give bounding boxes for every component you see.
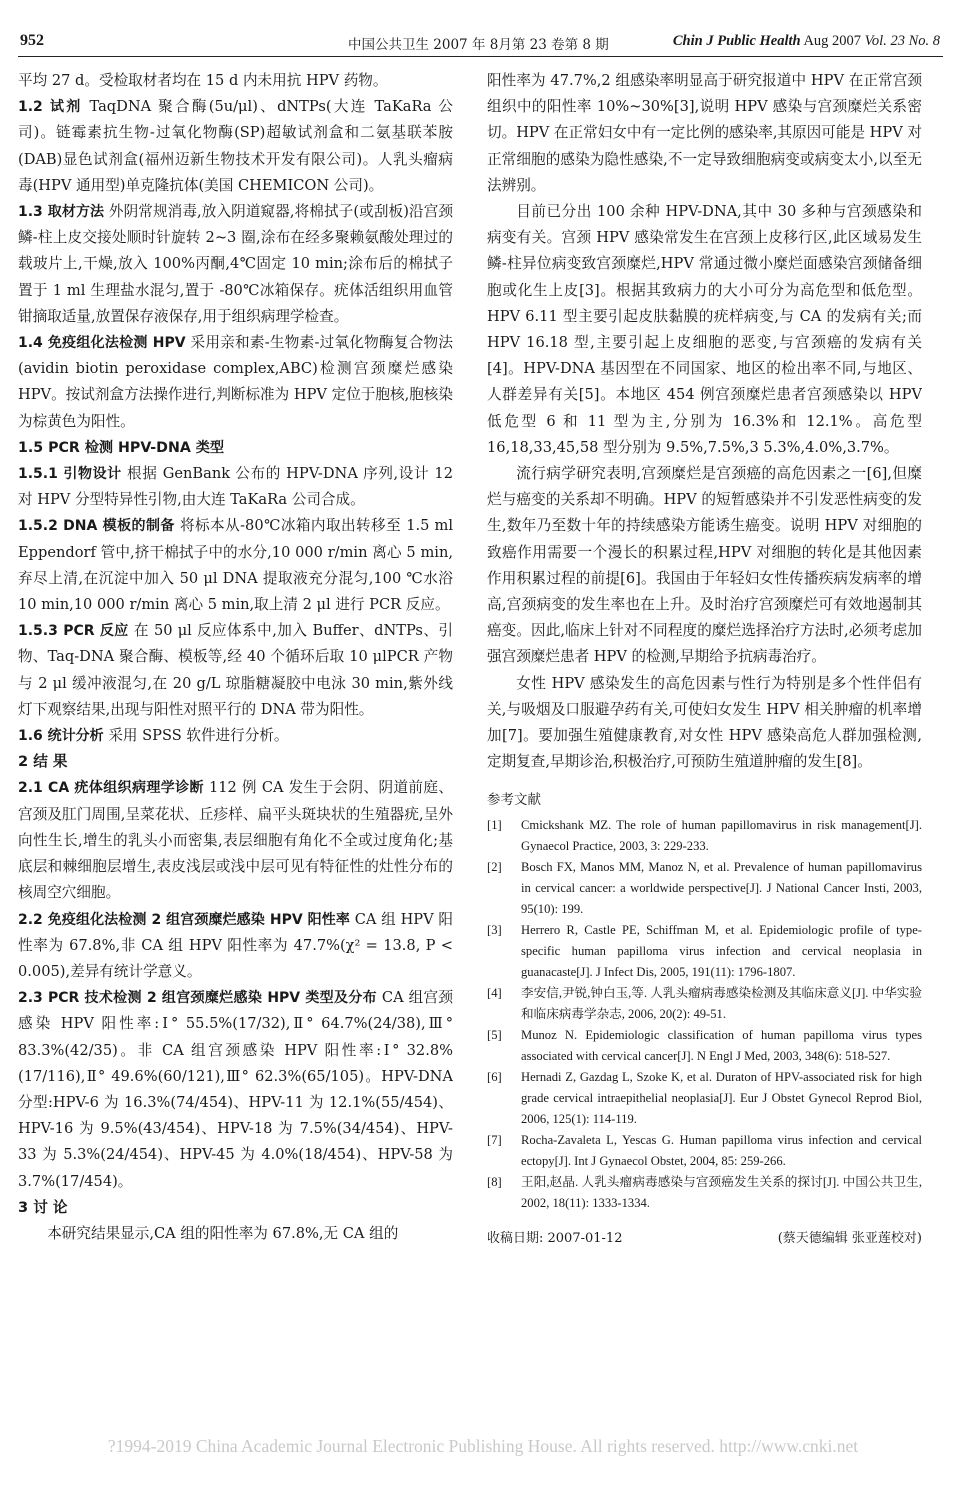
section-2-1 [18, 775, 453, 906]
received-date: 收稿日期: 2007-01-12 [487, 1231, 623, 1247]
reference-list [487, 815, 922, 1214]
reference-text: Bosch FX, Manos MM, Manoz N, et al. Prevalence of human papillomavirus in cervical cancer: a worldwide perspective[J]. J National Cancer Insti, 2003, 95(10): 199. [521, 860, 922, 917]
section-1-2-text: TaqDNA 聚合酶(5u/μl)、dNTPs(大连 TaKaRa 公司)。链霉素抗生物-过氧化物酶(SP)超敏试剂盒和二氨基联苯胺(DAB)显色试剂盒(福州迈新生物技术开发有限公司)。人乳头瘤病毒(HPV 通用型)单克隆抗体(美国 CHEMICON 公司)。 [18, 98, 453, 194]
discussion-paragraph-4: 女性 HPV 感染发生的高危因素与性行为特别是多个性伴侣有关,与吸烟及口服避孕药有关,可使妇女发生 HPV 相关肿瘤的机率增加[7]。要加强生殖健康教育,对女性 HPV 感染高危人群加强检测,定期复查,早期诊治,积极治疗,可预防生殖道肿瘤的发生[8]。 [487, 674, 922, 771]
section-2-1-title: 2.1 CA 疣体组织病理学诊断 [18, 780, 204, 797]
section-3-title: 3 讨 论 [18, 1198, 68, 1216]
discussion-paragraph-1: 阳性率为 47.7%,2 组感染率明显高于研究报道中 HPV 在正常宫颈组织中的阳性率 10%~30%[3],说明 HPV 感染与宫颈糜烂关系密切。HPV 在正常妇女中有一定比例的感染率,其原因可能是 HPV 对正常细胞的感染为隐性感染,不一定导致细胞病变或病变太小,以至无法辨别。 [487, 72, 922, 194]
section-2-2-title: 2.2 免疫组化法检测 2 组宫颈糜烂感染 HPV 阳性率 [18, 911, 350, 928]
reference-text: Hernadi Z, Gazdag L, Szoke K, et al. Duraton of HPV-associated risk for high grade cervical intraepithelial neoplasia[J]. Eur J Obstet Gynecol Reprod Biol, 2006, 125(1): 114-119. [521, 1070, 922, 1127]
journal-en-date: Aug 2007 [803, 33, 862, 49]
reference-item [487, 1025, 922, 1067]
discussion-paragraph-2: 目前已分出 100 余种 HPV-DNA,其中 30 多种与宫颈感染和病变有关。宫颈 HPV 感染常发生在宫颈上皮移行区,此区域易发生鳞-柱异位病变致宫颈糜烂,HPV 常通过微小糜烂面感染宫颈储备细胞或化生上皮[3]。根据其致病力的大小可分为高危型和低危型。HPV 6.11 型主要引起皮肤黏膜的疣样病变,与 CA 的发病有关;而 HPV 16.18 型,主要引起上皮细胞的恶变,与宫颈癌的发病有关[4]。HPV-DNA 基因型在不同国家、地区的检出率不同,与地区、人群差异有关[5]。本地区 454 例宫颈糜烂患者宫颈感染以 HPV 低危型 6 和 11 型为主,分别为 16.3%和 12.1%。高危型 16,18,33,45,58 型分别为 9.5%,7.5%,3 5.3%,4.0%,3.7%。 [487, 203, 922, 456]
section-1-3 [18, 199, 453, 330]
reference-number: [1] [487, 818, 502, 833]
reference-text: 王阳,赵晶. 人乳头瘤病毒感染与宫颈癌发生关系的探讨[J]. 中国公共卫生, 2002, 18(11): 1333-1334. [521, 1175, 922, 1211]
header-rule [18, 56, 943, 57]
section-2-1-text: 112 例 CA 发生于会阴、阴道前庭、宫颈及肛门周围,呈菜花状、丘疹样、扁平头斑块状的生殖器疣,呈外向性生长,增生的乳头小而密集,表层细胞有角化不全或过度角化;基底层和棘细胞层增生,表皮浅层或浅中层可见有特征性的灶性分布的核周空穴细胞。 [18, 779, 453, 902]
journal-title-en [673, 33, 940, 50]
section-2-2-text: CA 组 HPV 阳性率为 67.8%,非 CA 组 HPV 阳性率为 47.7%(χ² = 13.8, P < 0.005),差异有统计学意义。 [18, 910, 453, 980]
reference-text: Rocha-Zavaleta L, Yescas G. Human papilloma virus infection and cervical ectopy[J]. Int J Gynaecol Obstet, 2004, 85: 259-266. [521, 1133, 922, 1169]
reference-item [487, 1172, 922, 1214]
section-2-title: 2 结 果 [18, 753, 68, 771]
section-1-5-2-title: 1.5.2 DNA 模板的制备 [18, 518, 175, 535]
reference-number: [2] [487, 860, 502, 875]
section-1-5-1 [18, 461, 453, 513]
discussion-paragraph-start: 本研究结果显示,CA 组的阳性率为 67.8%,无 CA 组的 [47, 1224, 399, 1242]
journal-title-cn: 中国公共卫生 2007 年 8月第 23 卷第 8 期 [348, 37, 609, 53]
reference-number: [7] [487, 1133, 502, 1148]
reference-text: 李安信,尹锐,钟白玉,等. 人乳头瘤病毒感染检测及其临床意义[J]. 中华实验和临床病毒学杂志, 2006, 20(2): 49-51. [521, 986, 922, 1022]
section-2-3-title: 2.3 PCR 技术检测 2 组宫颈糜烂感染 HPV 类型及分布 [18, 990, 377, 1007]
section-1-6-text: 采用 SPSS 软件进行分析。 [108, 727, 289, 745]
reference-item [487, 920, 922, 983]
page-header [20, 32, 940, 54]
section-1-5-3-text: 在 50 μl 反应体系中,加入 Buffer、dNTPs、引物、Taq-DNA 聚合酶、模板等,经 40 个循环后取 10 μlPCR 产物与 2 μl 缓冲液混匀,在 20 g/L 琼脂糖凝胶中电泳 30 min,紫外线灯下观察结果,出现与阳性对照平行的 DNA 带为阳性。 [18, 622, 453, 718]
page-number: 952 [20, 32, 44, 49]
reference-item [487, 1130, 922, 1172]
left-column [18, 68, 453, 1368]
reference-number: [5] [487, 1028, 502, 1043]
reference-number: [3] [487, 923, 502, 938]
section-1-6-title: 1.6 统计分析 [18, 728, 104, 745]
references-title: 参考文献 [487, 792, 541, 809]
section-1-5-1-text: 根据 GenBank 公布的 HPV-DNA 序列,设计 12 对 HPV 分型特异性引物,由大连 TaKaRa 公司合成。 [18, 465, 453, 509]
section-1-5-2 [18, 513, 453, 618]
editors: (蔡天德编辑 张亚莲校对) [777, 1231, 922, 1247]
reference-text: Munoz N. Epidemiologic classification of human papilloma virus types associated with cervical cancer[J]. N Engl J Med, 2003, 348(6): 518-527. [521, 1028, 922, 1064]
right-column [487, 68, 922, 1368]
reference-item [487, 815, 922, 857]
section-1-5-2-text: 将标本从-80℃冰箱内取出转移至 1.5 ml Eppendorf 管中,挤干棉拭子中的水分,10 000 r/min 离心 5 min,弃尽上清,在沉淀中加入 50 μl DNA 提取液充分混匀,100 ℃水浴 10 min,10 000 r/min 离心 5 min,取上清 2 μl 进行 PCR 反应。 [18, 517, 453, 614]
reference-number: [8] [487, 1175, 502, 1190]
section-2-3 [18, 985, 453, 1195]
reference-item [487, 857, 922, 920]
section-1-5-1-title: 1.5.1 引物设计 [18, 466, 122, 483]
reference-text: Cmickshank MZ. The role of human papillomavirus in risk management[J]. Gynaecol Practice, 2003, 3: 229-233. [521, 818, 922, 854]
reference-item [487, 1067, 922, 1130]
section-2-2 [18, 907, 453, 986]
intro-paragraph-end: 平均 27 d。受检取材者均在 15 d 内未用抗 HPV 药物。 [18, 72, 388, 89]
section-1-5-3-title: 1.5.3 PCR 反应 [18, 623, 129, 640]
section-1-4 [18, 330, 453, 435]
section-1-4-title: 1.4 免疫组化法检测 HPV [18, 335, 186, 352]
section-1-2 [18, 94, 453, 199]
reference-number: [6] [487, 1070, 502, 1085]
section-1-3-text: 外阴常规消毒,放入阴道窥器,将棉拭子(或刮板)沿宫颈鳞-柱上皮交接处顺时针旋转 2~3 圈,涂布在经多聚赖氨酸处理过的载玻片上,干燥,放入 100%丙酮,4℃固定 10 min;涂布后的棉拭子置于 1 ml 生理盐水混匀,置于 -80℃冰箱保存。疣体活组织用血管钳摘取适量,放置保存液保存,用于组织病理学检查。 [18, 203, 453, 325]
reference-text: Herrero R, Castle PE, Schiffman M, et al. Epidemiologic profile of type-specific human papilloma virus infection and cervical neoplasia in guanacaste[J]. J Infect Dis, 2005, 191(11): 1796-1807. [521, 923, 922, 980]
reference-number: [4] [487, 986, 502, 1001]
discussion-paragraph-3: 流行病学研究表明,宫颈糜烂是宫颈癌的高危因素之一[6],但糜烂与癌变的关系却不明确。HPV 的短暂感染并不引发恶性病变的发生,数年乃至数十年的持续感染方能诱生癌变。说明 HPV 对细胞的致癌作用需要一个漫长的积累过程,HPV 对细胞的转化是其他因素作用积累过程的前提[6]。我国由于年轻妇女性传播疾病发病率的增高,宫颈病变的发生率也在上升。及时治疗宫颈糜烂可有效地遏制其癌变。因此,临床上针对不同程度的糜烂选择治疗方法时,必须考虑加强宫颈糜烂患者 HPV 的检测,早期给予抗病毒治疗。 [487, 465, 922, 666]
section-1-6 [18, 723, 453, 749]
section-1-3-title: 1.3 取材方法 [18, 204, 105, 221]
section-2-3-text: CA 组宫颈感染 HPV 阳性率:Ⅰ° 55.5%(17/32),Ⅱ° 64.7%(24/38),Ⅲ° 83.3%(42/35)。非 CA 组宫颈感染 HPV 阳性率:Ⅰ° 32.8%(17/116),Ⅱ° 49.6%(60/121),Ⅲ° 62.3%(65/105)。HPV-DNA 分型:HPV-6 为 16.3%(74/454)、HPV-11 为 12.1%(55/454)、HPV-16 为 9.5%(43/454)、HPV-18 为 7.5%(34/454)、HPV-33 为 5.3%(24/454)、HPV-45 为 4.0%(18/454)、HPV-58 为 3.7%(17/454)。 [18, 989, 453, 1190]
section-1-2-title: 1.2 试剂 [18, 99, 83, 116]
received-row [487, 1228, 922, 1250]
section-1-5-title: 1.5 PCR 检测 HPV-DNA 类型 [18, 439, 225, 456]
copyright-footer: ?1994-2019 China Academic Journal Electronic Publishing House. All rights reserved. http://www.cnki.net [107, 1436, 859, 1456]
journal-en-volume: Vol. 23 No. 8 [864, 33, 940, 49]
section-1-5-3 [18, 618, 453, 723]
section-1-4-text: 采用亲和素-生物素-过氧化物酶复合物法(avidin biotin peroxidase complex,ABC)检测宫颈糜烂感染HPV。按试剂盒方法操作进行,判断标准为 HPV 定位于胞核,胞核染为棕黄色为阳性。 [18, 334, 453, 430]
journal-en-title: Chin J Public Health [672, 33, 801, 49]
reference-item [487, 983, 922, 1025]
